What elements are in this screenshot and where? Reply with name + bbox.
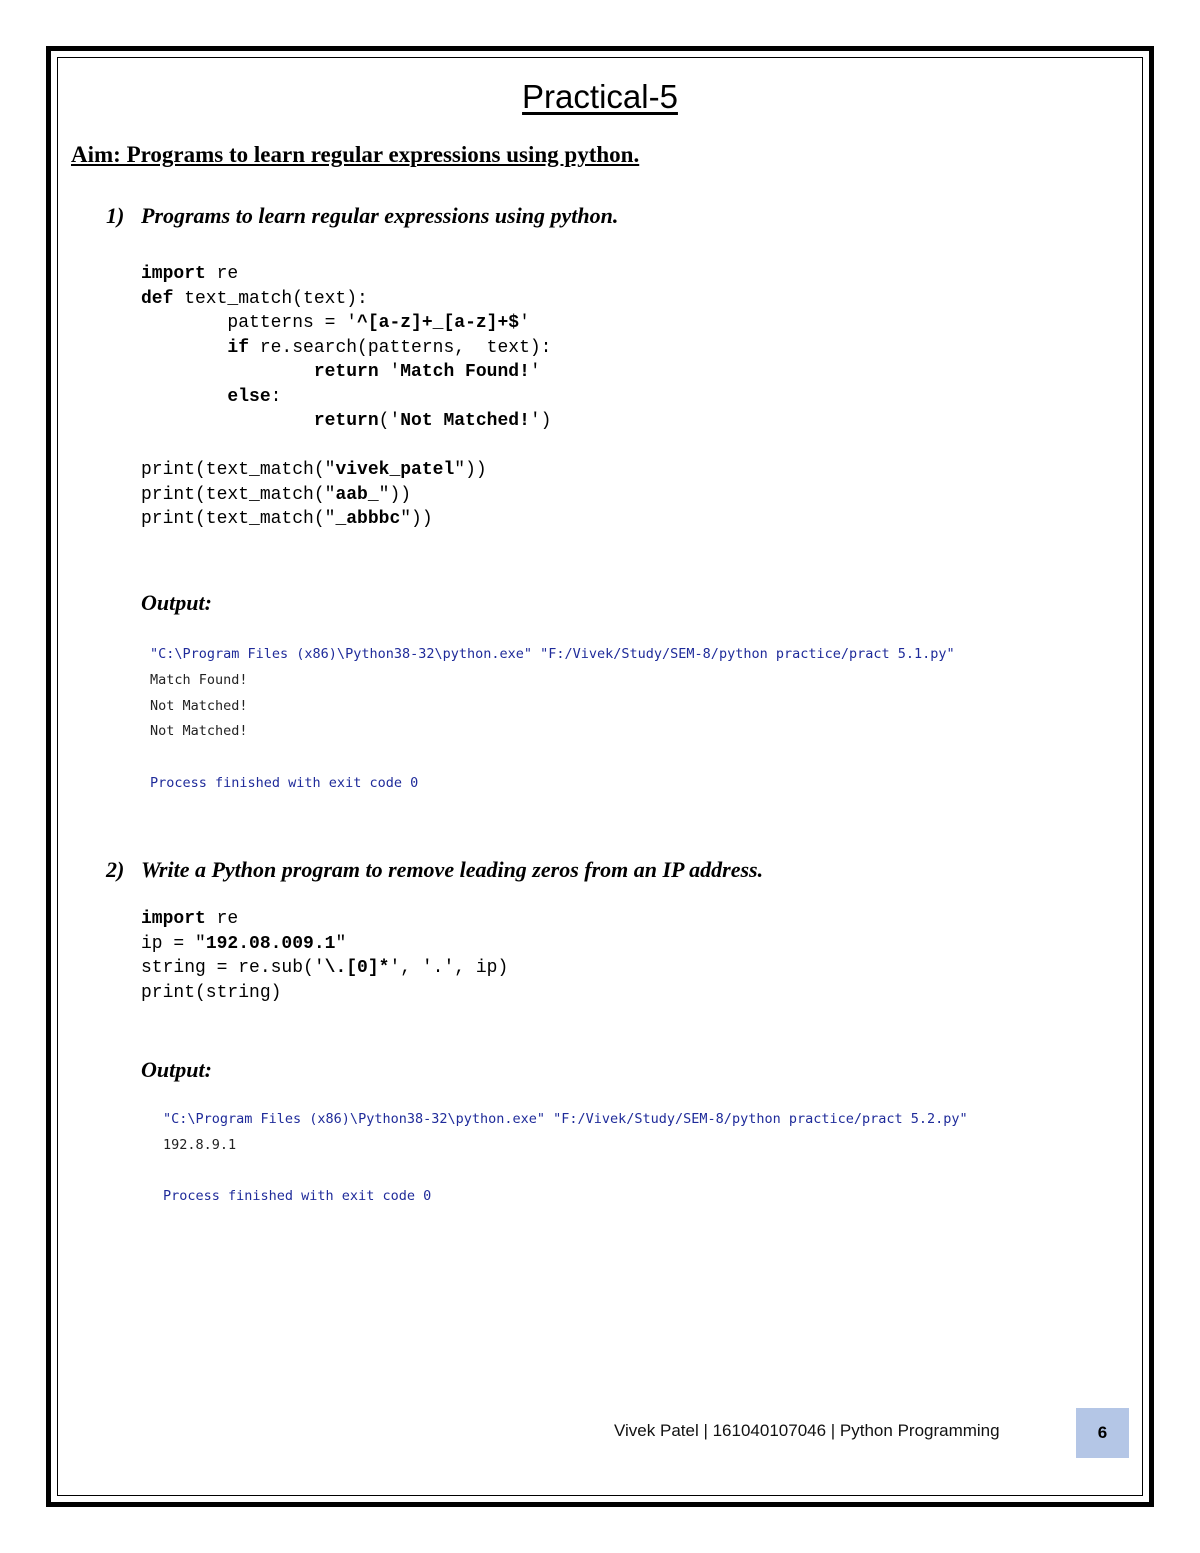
console-output-line: Not Matched! [150, 723, 248, 740]
section-1-title: Programs to learn regular expressions using python. [141, 203, 619, 228]
section-2-output-label: Output: [141, 1057, 212, 1082]
code-line: patterns = '^[a-z]+_[a-z]+$' [141, 313, 530, 333]
console-command: "C:\Program Files (x86)\Python38-32\python.exe" "F:/Vivek/Study/SEM-8/python practice/pract 5.1.py" [150, 646, 955, 662]
code-line: string = re.sub('\.[0]*', '.', ip) [141, 958, 509, 978]
section-2-title: Write a Python program to remove leading zeros from an IP address. [141, 857, 764, 882]
aim-statement: Aim: Programs to learn regular expressions using python. [71, 142, 640, 167]
code-line: print(text_match("aab_")) [141, 484, 412, 505]
code-line: if re.search(patterns, text): [227, 337, 552, 358]
section-1-console [150, 642, 955, 797]
footer-text: Vivek Patel | 161040107046 | Python Programming [614, 1421, 1000, 1440]
page-title: Practical-5 [522, 78, 678, 115]
code-line: print(text_match("vivek_patel")) [141, 460, 487, 480]
section-1-output-label: Output: [141, 590, 212, 615]
section-2-number: 2) [106, 857, 125, 882]
console-output-line: 192.8.9.1 [163, 1136, 237, 1153]
section-1-number: 1) [106, 203, 125, 228]
section-2-heading [106, 857, 763, 883]
section-2-console [163, 1107, 968, 1210]
code-line: import re [141, 909, 239, 929]
section-1-heading [106, 203, 618, 229]
code-line: return 'Match Found!' [313, 362, 541, 382]
section-2-code [141, 907, 508, 1005]
code-line: else: [227, 386, 282, 407]
code-line: ip = "192.08.009.1" [141, 933, 347, 954]
console-exit-status: Process finished with exit code 0 [163, 1188, 432, 1205]
console-output-line: Not Matched! [150, 697, 248, 714]
console-exit-status: Process finished with exit code 0 [150, 774, 419, 791]
code-line: return('Not Matched!') [313, 411, 552, 431]
page-number-badge: 6 [1076, 1408, 1129, 1458]
code-line: def text_match(text): [141, 288, 368, 309]
code-line: print(string) [141, 982, 282, 1003]
code-line: import re [141, 264, 239, 284]
section-1-code [141, 262, 551, 532]
code-line: print(text_match("_abbbc")) [141, 509, 433, 529]
console-output-line: Match Found! [150, 671, 248, 688]
console-command: "C:\Program Files (x86)\Python38-32\python.exe" "F:/Vivek/Study/SEM-8/python practice/pract 5.2.py" [163, 1111, 968, 1127]
